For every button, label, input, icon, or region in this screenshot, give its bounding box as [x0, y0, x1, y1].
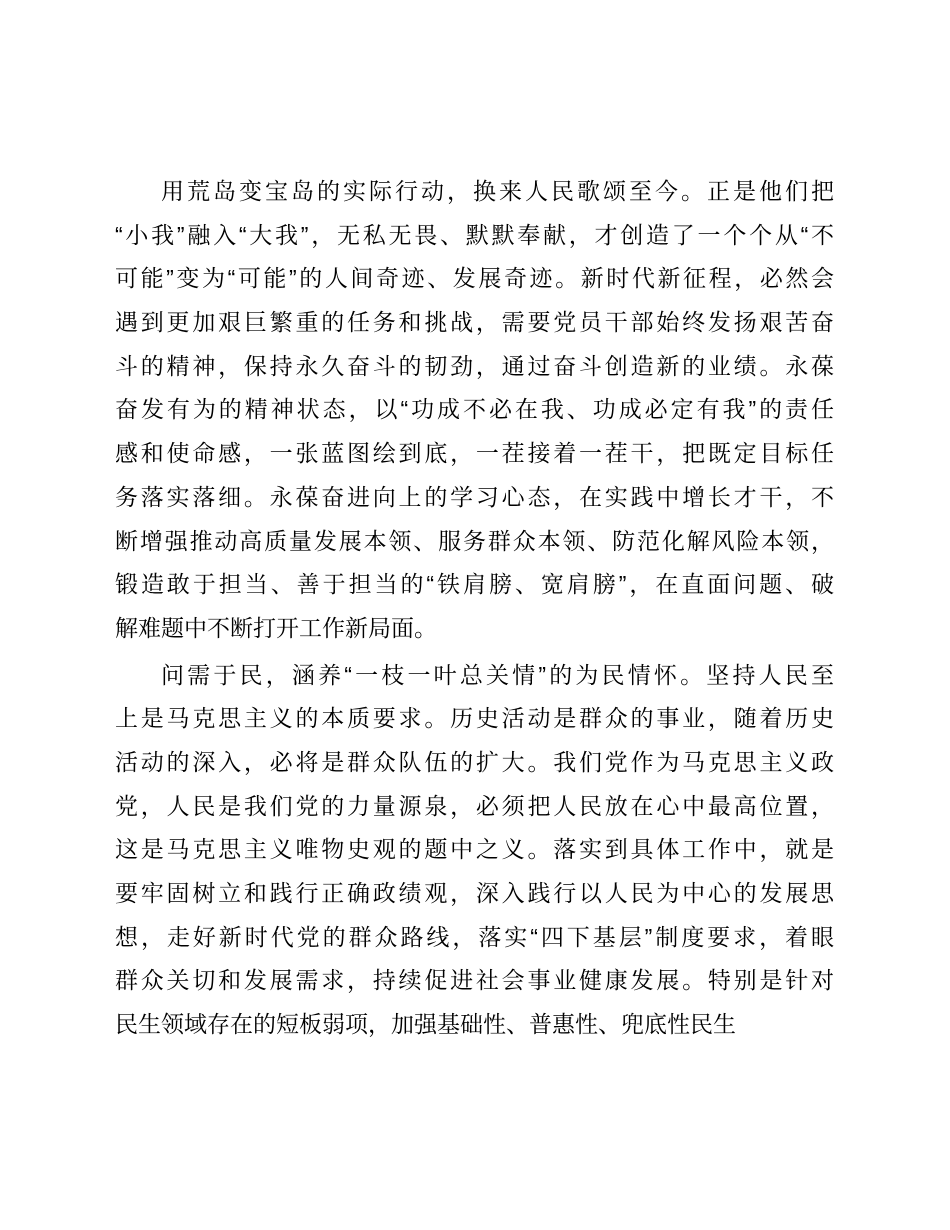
text-line: 斗的精神，保持永久奋斗的韧劲，通过奋斗创造新的业绩。永葆 [115, 352, 834, 379]
text-line: 解难题中不断打开工作新局面。 [115, 614, 437, 641]
text-line: 民生领域存在的短板弱项，加强基础性、普惠性、兜底性民生 [115, 1011, 736, 1038]
text-line: 上是马克思主义的本质要求。历史活动是群众的事业，随着历史 [115, 705, 834, 732]
text-line: 这是马克思主义唯物史观的题中之义。落实到具体工作中，就是 [115, 836, 834, 863]
text-line: 想，走好新时代党的群众路线，落实“四下基层”制度要求，着眼 [115, 923, 834, 950]
text-line: 用荒岛变宝岛的实际行动，换来人民歌颂至今。正是他们把 [161, 178, 834, 204]
text-line: 问需于民，涵养“一枝一叶总关情”的为民情怀。坚持人民至 [161, 661, 834, 688]
text-line: 锻造敢于担当、善于担当的“铁肩膀、宽肩膀”，在直面问题、破 [115, 571, 834, 598]
text-line: 党，人民是我们党的力量源泉，必须把人民放在心中最高位置， [115, 792, 834, 819]
text-line: 遇到更加艰巨繁重的任务和挑战，需要党员干部始终发扬艰苦奋 [115, 309, 834, 336]
text-line: 要牢固树立和践行正确政绩观，深入践行以人民为中心的发展思 [115, 880, 834, 906]
paragraph [115, 170, 834, 651]
text-line: 断增强推动高质量发展本领、服务群众本领、防范化解风险本领， [115, 527, 834, 554]
text-line: “小我”融入“大我”，无私无畏、默默奉献，才创造了一个个从“不 [115, 221, 834, 248]
text-line: 奋发有为的精神状态，以“功成不必在我、功成必定有我”的责任 [115, 396, 834, 423]
text-line: 群众关切和发展需求，持续促进社会事业健康发展。特别是针对 [115, 967, 834, 994]
paragraph [115, 654, 834, 1047]
text-line: 感和使命感，一张蓝图绘到底，一茬接着一茬干，把既定目标任 [115, 440, 834, 467]
text-line: 可能”变为“可能”的人间奇迹、发展奇迹。新时代新征程，必然会 [115, 265, 834, 292]
text-line: 务落实落细。永葆奋进向上的学习心态，在实践中增长才干，不 [115, 483, 834, 510]
document-body-text [115, 170, 834, 1047]
text-line: 活动的深入，必将是群众队伍的扩大。我们党作为马克思主义政 [115, 748, 834, 775]
